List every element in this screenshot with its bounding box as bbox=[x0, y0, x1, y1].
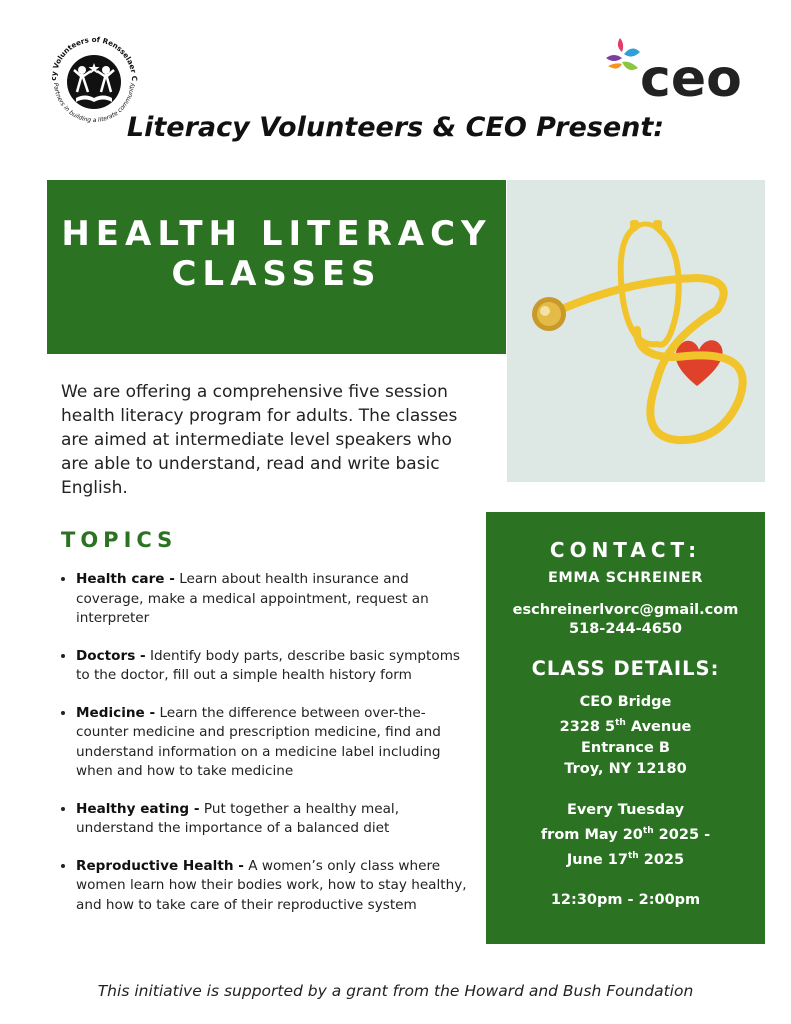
topic-text: Put together a healthy meal, understand the importance of a balanced diet bbox=[76, 800, 400, 836]
contact-email: eschreinerlvorc@gmail.com bbox=[512, 602, 739, 618]
topic-title: Healthy eating - bbox=[76, 800, 200, 817]
topic-title: Reproductive Health - bbox=[76, 857, 244, 874]
schedule-end bbox=[486, 846, 765, 871]
venue-name: CEO Bridge bbox=[579, 694, 672, 710]
ceo-pinwheel-icon bbox=[600, 30, 750, 102]
street-suffix: th bbox=[615, 718, 626, 728]
end-suffix: th bbox=[627, 850, 639, 861]
title-banner bbox=[47, 180, 506, 354]
stethoscope-photo bbox=[507, 180, 765, 482]
schedule-start bbox=[486, 821, 765, 846]
svg-text:Literacy Volunteers of Renssel: cy Volunteers of Rensselaer C bbox=[48, 34, 140, 82]
svg-text:ceo: ceo bbox=[640, 49, 742, 102]
start-date: from May 20 bbox=[540, 826, 643, 843]
ceo-logo bbox=[600, 30, 750, 102]
schedule-block bbox=[486, 800, 765, 871]
topic-text: Learn about health insurance and coverage, make a medical appointment, request an interpreter bbox=[76, 571, 429, 626]
topics-heading: TOPICS bbox=[61, 528, 178, 552]
street-number: 2328 5 bbox=[559, 718, 616, 735]
intro-paragraph: We are offering a comprehensive five session health literacy program for adults. The classes are aimed at intermediate level speakers who are able to understand, read and write basic English. bbox=[61, 382, 458, 498]
venue-block bbox=[486, 692, 765, 780]
venue-city: Troy, NY 12180 bbox=[564, 760, 687, 777]
topics-list bbox=[58, 570, 471, 933]
start-year: 2025 - bbox=[653, 826, 711, 843]
street-name: Avenue bbox=[625, 718, 692, 735]
topic-item bbox=[76, 857, 471, 916]
start-suffix: th bbox=[642, 825, 654, 836]
schedule-day: Every Tuesday bbox=[566, 801, 685, 818]
footer-credit: This initiative is supported by a grant from the Howard and Bush Foundation bbox=[97, 982, 694, 1000]
topic-item bbox=[76, 800, 471, 839]
venue-street bbox=[486, 713, 765, 738]
contact-panel bbox=[486, 512, 765, 944]
title-line-1: HEALTH LITERACY bbox=[61, 214, 492, 254]
class-time: 12:30pm - 2:00pm bbox=[550, 892, 701, 909]
topic-item bbox=[76, 570, 471, 629]
topic-text: A women’s only class where women learn how their bodies work, how to stay healthy, and how to take care of their reproductive system bbox=[76, 857, 467, 913]
topic-title: Medicine - bbox=[76, 704, 156, 721]
venue-entrance: Entrance B bbox=[581, 739, 670, 756]
topic-title: Doctors - bbox=[76, 647, 146, 664]
end-date: June 17 bbox=[566, 851, 628, 868]
class-details-heading: CLASS DETAILS: bbox=[531, 657, 720, 680]
contact-heading: CONTACT: bbox=[549, 538, 702, 562]
topic-title: Health care - bbox=[76, 571, 175, 587]
contact-name: EMMA SCHREINER bbox=[548, 570, 703, 586]
topic-text: Learn the difference between over-the-counter medicine and prescription medicine, find and understand information on a medicine label including when and how to take medicine bbox=[76, 704, 441, 779]
topic-text: Identify body parts, describe basic symptoms to the doctor, fill out a simple health history form bbox=[76, 647, 461, 683]
contact-phone: 518-244-4650 bbox=[569, 621, 682, 637]
topic-item bbox=[76, 647, 471, 686]
headline: Literacy Volunteers & CEO Present: bbox=[126, 112, 665, 143]
end-year: 2025 bbox=[638, 851, 685, 868]
page-title bbox=[47, 214, 506, 294]
topic-item bbox=[76, 704, 471, 782]
stethoscope-heart-illustration bbox=[507, 180, 765, 482]
title-line-2: CLASSES bbox=[171, 254, 382, 294]
svg-text:Partners in building a literat: Partners in building a literate community bbox=[51, 82, 137, 125]
